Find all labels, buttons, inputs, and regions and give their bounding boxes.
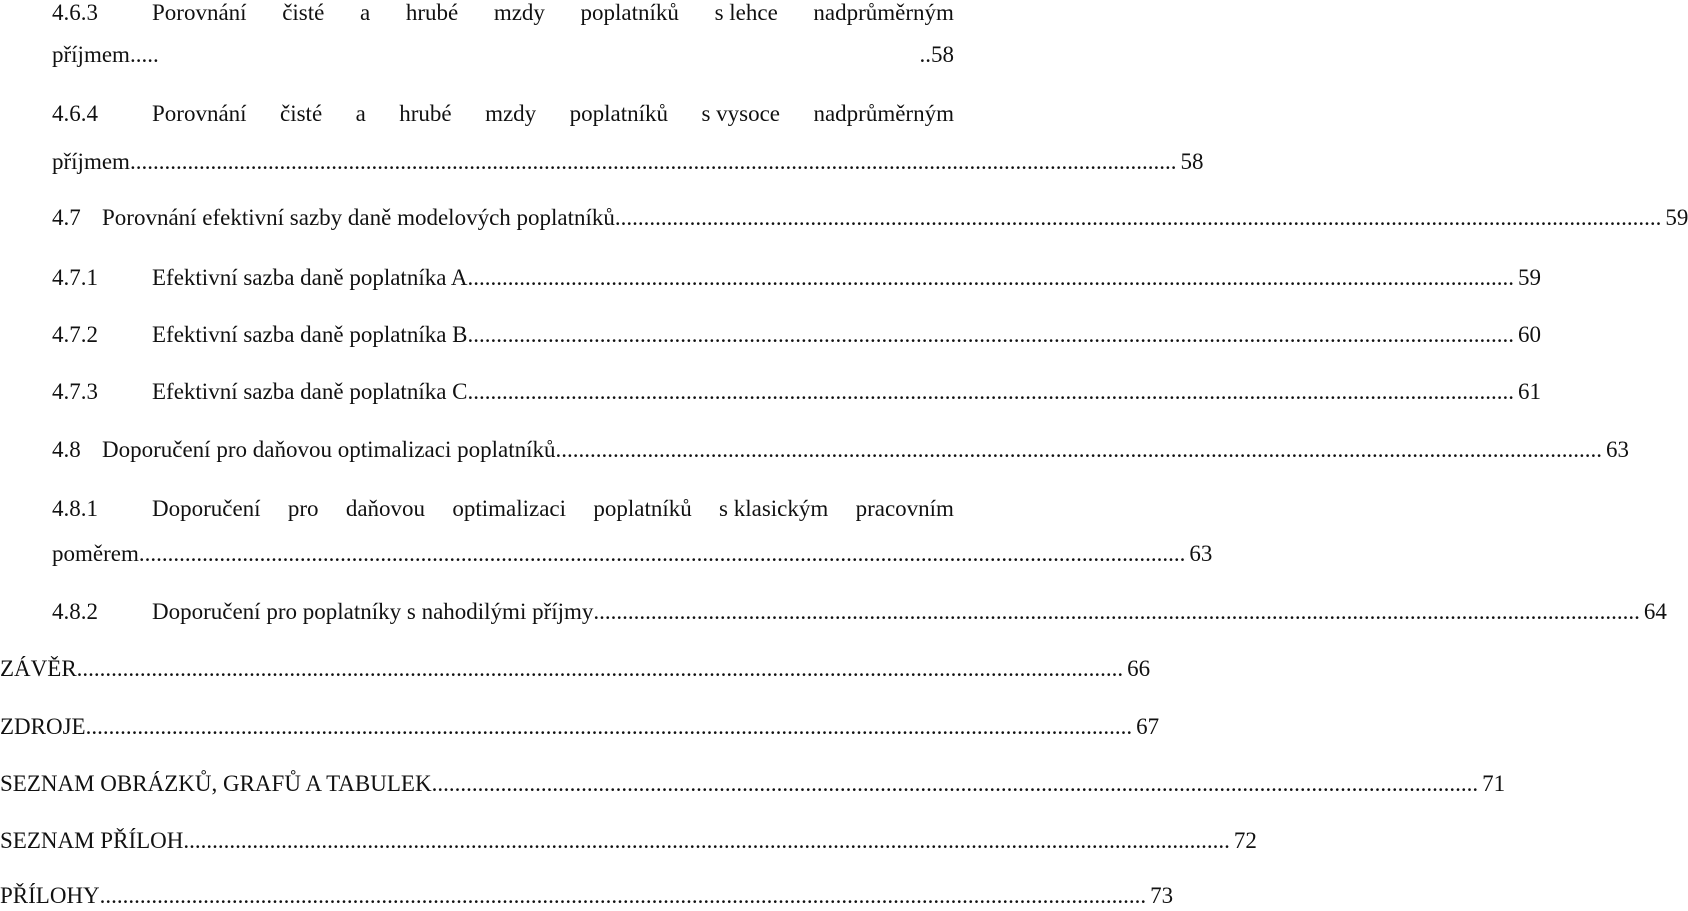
toc-entry-title-cont: příjmem (52, 149, 130, 174)
toc-leader (0, 712, 1160, 742)
toc-entry-4-8-2[interactable] (0, 597, 1667, 627)
toc-entry-title: PŘÍLOHY (0, 883, 100, 908)
toc-entry-page: 59 (1665, 205, 1688, 230)
leader-dots: ...................................................................................................................................................................................... (138, 541, 1186, 566)
toc-entry-4-8-1[interactable] (0, 494, 954, 524)
title-word: nadprůměrným (813, 101, 954, 126)
toc-entry-title: Efektivní sazba daně poplatníka C (152, 379, 468, 404)
toc-entry-number: 4.8 (52, 437, 81, 462)
title-word: pro (287, 496, 319, 521)
title-word: poplatníků (593, 496, 692, 521)
leader-dots: ...................................................................................................................................................................................... (431, 771, 1479, 796)
toc-entry-seznam-priloh[interactable] (0, 826, 1257, 856)
toc-entry-page: 60 (1518, 322, 1542, 347)
toc-entry-title-cont: příjmem..... (52, 42, 159, 67)
toc-entry-title (152, 494, 954, 524)
leader-dots: ...................................................................................................................................................................................... (99, 883, 1147, 908)
toc-entry-page: 64 (1643, 599, 1667, 624)
leader-dots: ...................................................................................................................................................................................... (467, 322, 1515, 347)
title-word: poplatníků (580, 0, 679, 25)
title-word: pracovním (855, 496, 954, 521)
toc-entry-page: 63 (1189, 541, 1213, 566)
leader-dots: ...................................................................................................................................................................................... (467, 265, 1515, 290)
toc-entry-title: Doporučení pro poplatníky s nahodilými příjmy (152, 599, 594, 624)
title-word: Porovnání (152, 0, 247, 25)
toc-leader (152, 263, 1542, 293)
toc-entry-number: 4.6.3 (52, 0, 98, 25)
toc-entry-4-6-3[interactable] (0, 0, 954, 28)
toc-entry-title: Efektivní sazba daně poplatníka B (152, 322, 468, 347)
toc-entry-title: Porovnání efektivní sazby daně modelových poplatníků (102, 205, 615, 230)
toc-entry-page: 63 (1606, 437, 1629, 462)
leader-dots: ...................................................................................................................................................................................... (467, 379, 1515, 404)
toc-leader (180, 40, 954, 70)
toc-entry-4-6-4-cont[interactable] (0, 147, 1204, 177)
toc-entry-number: 4.7.1 (52, 265, 98, 290)
toc-entry-4-7-2[interactable] (0, 320, 1542, 350)
leader-dots: ...................................................................................................................................................................................... (129, 149, 1177, 174)
toc-entry-title: ZÁVĚR (0, 656, 77, 681)
title-word: optimalizaci (452, 496, 567, 521)
toc-leader (0, 769, 1506, 799)
toc-entry-4-7-3[interactable] (0, 377, 1542, 407)
title-word: čisté (280, 101, 323, 126)
toc-entry-title: SEZNAM PŘÍLOH (0, 828, 184, 853)
toc-entry-page: 73 (1150, 883, 1174, 908)
toc-leader (152, 597, 1667, 627)
toc-entry-page: 59 (1518, 265, 1542, 290)
leader-dots: ...................................................................................................................................................................................... (555, 437, 1602, 462)
toc-entry-title (152, 0, 954, 28)
leader-dots (180, 40, 920, 70)
toc-entry-page: 72 (1233, 828, 1257, 853)
toc-entry-4-6-3-cont[interactable] (0, 40, 954, 70)
toc-leader (152, 320, 1542, 350)
toc-entry-4-8-1-cont[interactable] (0, 539, 1213, 569)
toc-entry-title: Efektivní sazba daně poplatníka A (152, 265, 468, 290)
toc-entry-number: 4.8.2 (52, 599, 98, 624)
toc-leader (102, 203, 1688, 233)
leader-dots: ...................................................................................................................................................................................... (614, 205, 1662, 230)
title-word: a (359, 0, 371, 25)
toc-entry-number: 4.6.4 (52, 101, 98, 126)
title-word: Doporučení (152, 496, 261, 521)
toc-entry-4-7[interactable] (0, 203, 1688, 233)
toc-entry-4-8[interactable] (0, 435, 1629, 465)
toc-entry-zdroje[interactable] (0, 712, 1160, 742)
title-word: mzdy (485, 101, 537, 126)
toc-leader (52, 147, 1204, 177)
toc-entry-prilohy[interactable] (0, 881, 1174, 911)
toc-entry-title: ZDROJE (0, 714, 86, 739)
title-word: mzdy (493, 0, 545, 25)
toc-entry-number: 4.7 (52, 205, 81, 230)
toc-leader (52, 539, 1213, 569)
title-word: nadprůměrným (813, 0, 954, 25)
toc-entry-4-6-4[interactable] (0, 99, 954, 129)
title-word: Porovnání (152, 101, 247, 126)
toc-entry-zaver[interactable] (0, 654, 1151, 684)
toc-entry-page: 71 (1482, 771, 1506, 796)
toc-entry-title: SEZNAM OBRÁZKŮ, GRAFŮ A TABULEK (0, 771, 432, 796)
title-word: čisté (282, 0, 325, 25)
toc-leader (0, 881, 1174, 911)
toc-entry-number: 4.8.1 (52, 496, 98, 521)
title-word: hrubé (399, 101, 452, 126)
title-word: daňovou (345, 496, 426, 521)
toc-leader (0, 654, 1151, 684)
toc-entry-4-7-1[interactable] (0, 263, 1542, 293)
toc-entry-page: 66 (1127, 656, 1151, 681)
title-word: a (355, 101, 366, 126)
toc-entry-title-cont: poměrem (52, 541, 139, 566)
toc-entry-seznam-obrazku[interactable] (0, 769, 1506, 799)
toc-entry-page: 58 (1180, 149, 1204, 174)
toc-entry-page: 61 (1518, 379, 1542, 404)
leader-dots: ...................................................................................................................................................................................... (85, 714, 1133, 739)
toc-entry-number: 4.7.3 (52, 379, 98, 404)
title-word: poplatníků (569, 101, 668, 126)
toc-entry-title: Doporučení pro daňovou optimalizaci poplatníků (102, 437, 556, 462)
toc-leader (102, 435, 1629, 465)
title-word: hrubé (405, 0, 459, 25)
toc-entry-page: ..58 (919, 42, 954, 67)
toc-entry-number: 4.7.2 (52, 322, 98, 347)
leader-dots: ...................................................................................................................................................................................... (593, 599, 1640, 624)
leader-dots: ...................................................................................................................................................................................... (76, 656, 1124, 681)
title-word: s lehce (714, 0, 778, 25)
leader-dots: ...................................................................................................................................................................................... (183, 828, 1230, 853)
toc-leader (152, 377, 1542, 407)
title-word: s vysoce (701, 101, 781, 126)
toc-entry-page: 67 (1136, 714, 1160, 739)
title-word: s klasickým (719, 496, 829, 521)
toc-leader (0, 826, 1257, 856)
toc-entry-title (152, 99, 954, 129)
